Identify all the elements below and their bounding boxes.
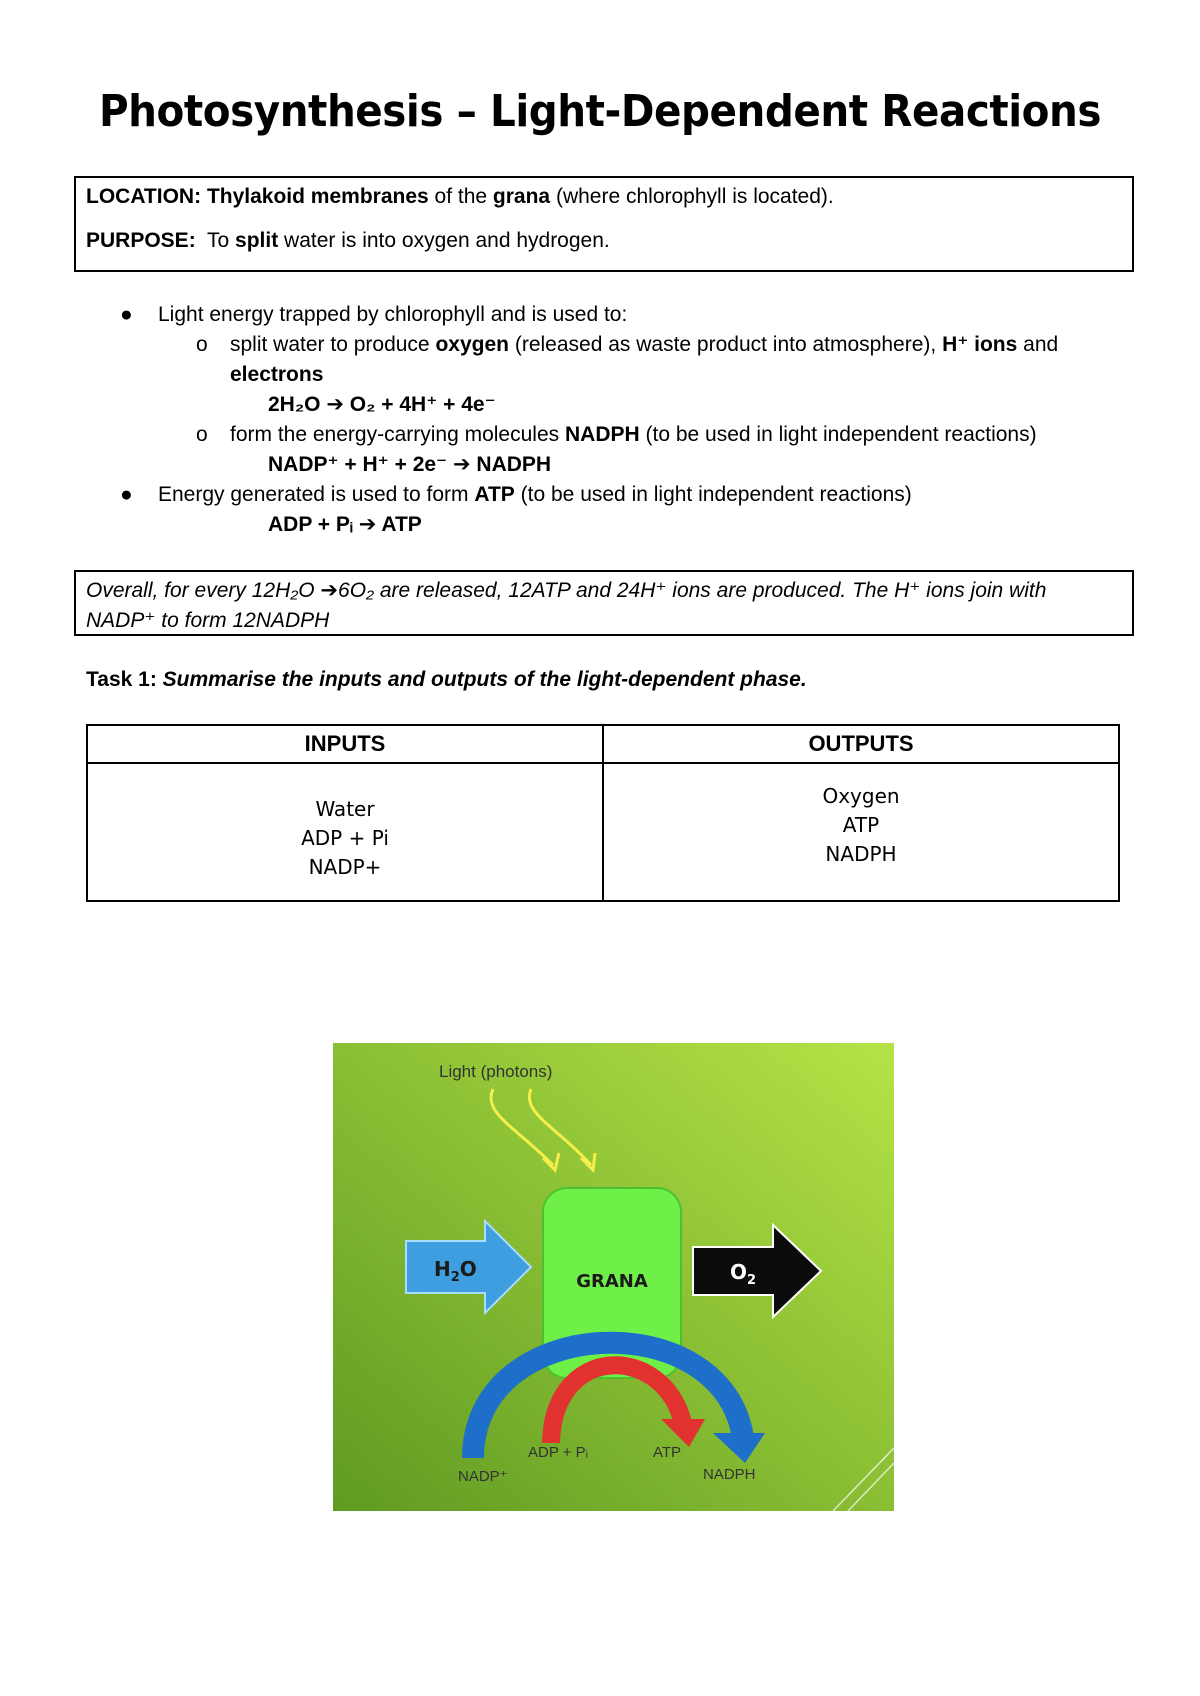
water-subscript: 2 <box>450 1270 460 1285</box>
oxygen-subscript: 2 <box>747 1273 757 1288</box>
overall-line: Overall, for every 12H₂O ➔6O₂ are released, 12ATP and 24H⁺ ions are produced. The H⁺ ions join with <box>86 579 1047 602</box>
input-item: ADP + Pi <box>301 826 389 850</box>
overall-summary-box <box>74 570 1134 636</box>
sub-bullet-text: and <box>1023 333 1059 356</box>
bullet-text: (to be used in light independent reactions) <box>520 483 912 506</box>
light-photons-label: Light (photons) <box>439 1062 553 1081</box>
bullet-list <box>120 300 1150 540</box>
inputs-cell <box>87 763 603 901</box>
input-item: NADP+ <box>308 855 382 879</box>
adp-label: ADP + Pᵢ <box>528 1444 589 1461</box>
sub-bullet-item <box>120 330 1150 390</box>
atp-term: ATP <box>474 483 515 506</box>
water-symbol-end: O <box>459 1257 477 1281</box>
atp-label: ATP <box>653 1444 682 1461</box>
input-item: Water <box>315 797 375 821</box>
water-symbol: H <box>434 1257 451 1281</box>
electrons-term: electrons <box>230 363 324 386</box>
location-connector: of the <box>434 185 488 208</box>
sub-bullet-text: (released as waste product into atmosphere), <box>514 333 937 356</box>
bullet-text: Energy generated is used to form <box>158 483 469 506</box>
output-item: ATP <box>842 813 880 837</box>
purpose-keyword: split <box>235 229 279 253</box>
equation-nadph: NADP⁺ + H⁺ + 2e⁻ ➔ NADPH <box>268 453 552 476</box>
purpose-text: water is into oxygen and hydrogen. <box>284 229 610 253</box>
outputs-cell <box>603 763 1119 901</box>
outputs-header: OUTPUTS <box>603 725 1119 763</box>
task-text: Summarise the inputs and outputs of the light-dependent phase. <box>162 668 807 691</box>
equation-atp: ADP + Pᵢ ➔ ATP <box>268 513 422 536</box>
bullet-item <box>120 480 1150 510</box>
page-title: Photosynthesis – Light-Dependent Reactions <box>98 86 1102 137</box>
oxygen-symbol: O <box>730 1260 748 1284</box>
output-item: NADPH <box>825 842 897 866</box>
circle-bullet-icon: o <box>196 333 208 356</box>
nadph-term: NADPH <box>564 423 640 446</box>
grana-label: GRANA <box>576 1271 648 1292</box>
purpose-label: PURPOSE: <box>86 229 196 253</box>
nadph-label: NADPH <box>703 1466 756 1483</box>
location-label: LOCATION: <box>86 185 202 208</box>
circle-bullet-icon: o <box>196 423 208 446</box>
bullet-dot-icon: ● <box>120 483 133 506</box>
purpose-prefix: To <box>206 229 230 253</box>
task-label: Task 1: <box>86 668 157 691</box>
bullet-text: Light energy trapped by chlorophyll and is used to: <box>158 303 628 326</box>
equation-water-split: 2H₂O ➔ O₂ + 4H⁺ + 4e⁻ <box>268 393 496 416</box>
bullet-item <box>120 300 1150 330</box>
sub-bullet-text: (to be used in light independent reactions) <box>645 423 1037 446</box>
location-grana: grana <box>492 185 551 208</box>
table-row <box>87 763 1119 901</box>
location-value: Thylakoid membranes <box>206 185 429 208</box>
overall-line: NADP⁺ to form 12NADPH <box>86 609 330 633</box>
oxygen-term: oxygen <box>435 333 509 356</box>
sub-bullet-text: form the energy-carrying molecules <box>230 423 560 446</box>
sub-bullet-item <box>120 420 1150 450</box>
table-header-row <box>87 725 1119 763</box>
output-item: Oxygen <box>822 784 900 808</box>
location-line <box>86 184 1122 210</box>
sub-bullet-text: split water to produce <box>230 333 430 356</box>
purpose-line <box>86 228 1122 254</box>
inputs-header: INPUTS <box>87 725 603 763</box>
task-prompt <box>86 668 807 692</box>
inputs-outputs-table <box>86 724 1120 902</box>
ions-term: H⁺ ions <box>942 333 1018 356</box>
nadp-label: NADP⁺ <box>458 1468 508 1485</box>
location-note: (where chlorophyll is located). <box>555 185 834 208</box>
bullet-dot-icon: ● <box>120 303 133 326</box>
light-reaction-diagram <box>333 1043 894 1511</box>
location-purpose-box <box>74 176 1134 272</box>
